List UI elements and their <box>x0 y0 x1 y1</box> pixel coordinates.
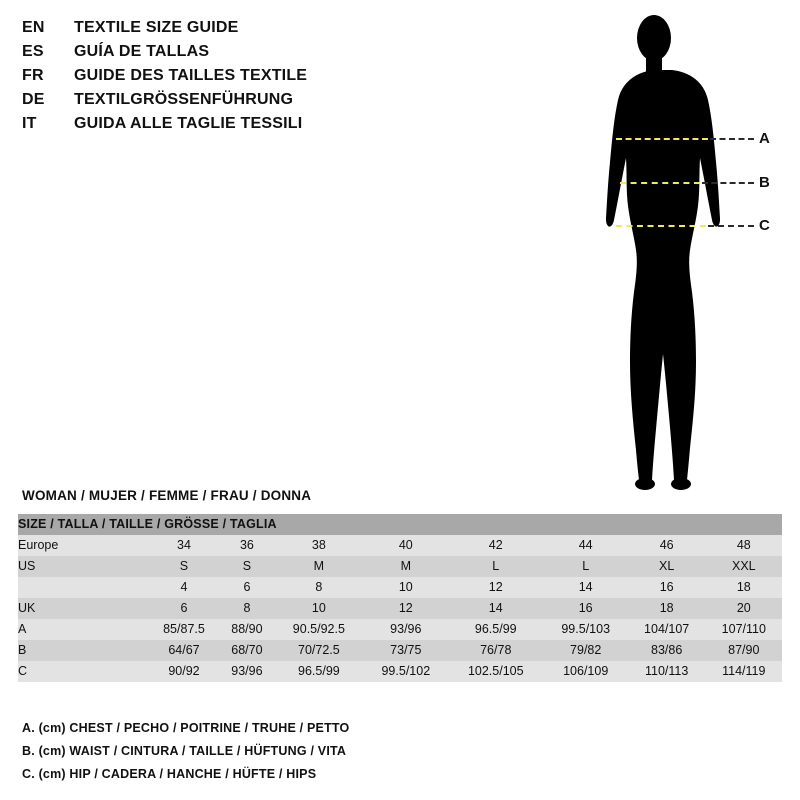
language-code-es: ES <box>22 43 44 60</box>
cell: 110/113 <box>628 661 706 682</box>
legend <box>22 717 622 786</box>
cell: 6 <box>220 577 274 598</box>
cell: L <box>544 556 628 577</box>
cell: 93/96 <box>220 661 274 682</box>
cell: 42 <box>448 535 544 556</box>
cell: 38 <box>274 535 364 556</box>
cell: 85/87.5 <box>148 619 220 640</box>
title-row-en <box>22 16 452 40</box>
cell: M <box>274 556 364 577</box>
cell: 6 <box>148 598 220 619</box>
cell: 96.5/99 <box>448 619 544 640</box>
cell: 40 <box>364 535 448 556</box>
cell: 106/109 <box>544 661 628 682</box>
language-code-de: DE <box>22 91 45 108</box>
title-row-fr <box>22 64 452 88</box>
cell: 76/78 <box>448 640 544 661</box>
cell: 12 <box>448 577 544 598</box>
cell: 46 <box>628 535 706 556</box>
cell: 44 <box>544 535 628 556</box>
female-silhouette-figure <box>560 10 790 500</box>
cell: 48 <box>706 535 782 556</box>
cell: 8 <box>274 577 364 598</box>
cell: 64/67 <box>148 640 220 661</box>
cell: 73/75 <box>364 640 448 661</box>
cell: L <box>448 556 544 577</box>
section-heading-woman: WOMAN / MUJER / FEMME / FRAU / DONNA <box>22 488 312 503</box>
row-label-europe: Europe <box>18 535 148 556</box>
table-row <box>18 640 782 661</box>
legend-row-a: A. (cm) CHEST / PECHO / POITRINE / TRUHE / PETTO <box>22 721 350 735</box>
measure-line-b <box>620 182 700 184</box>
silhouette-icon <box>560 10 790 500</box>
cell: 99.5/103 <box>544 619 628 640</box>
measure-line-c <box>616 225 706 227</box>
cell: 96.5/99 <box>274 661 364 682</box>
row-label-b: B <box>18 640 148 661</box>
cell: 104/107 <box>628 619 706 640</box>
table-row <box>18 598 782 619</box>
cell: 12 <box>364 598 448 619</box>
cell: 79/82 <box>544 640 628 661</box>
measure-label-b: B <box>759 174 770 191</box>
cell: 107/110 <box>706 619 782 640</box>
cell: 14 <box>544 577 628 598</box>
cell: XXL <box>706 556 782 577</box>
language-code-fr: FR <box>22 67 44 84</box>
measure-line-a <box>616 138 708 140</box>
table-row <box>18 556 782 577</box>
cell: 18 <box>628 598 706 619</box>
cell: 88/90 <box>220 619 274 640</box>
cell: 102.5/105 <box>448 661 544 682</box>
cell: 90/92 <box>148 661 220 682</box>
language-code-it: IT <box>22 115 37 132</box>
table-row <box>18 661 782 682</box>
cell: 4 <box>148 577 220 598</box>
title-row-es <box>22 40 452 64</box>
cell: S <box>148 556 220 577</box>
row-label-us-numeric <box>18 577 148 598</box>
cell: S <box>220 556 274 577</box>
title-text-en: TEXTILE SIZE GUIDE <box>74 19 239 36</box>
row-label-a: A <box>18 619 148 640</box>
measure-tail-a <box>710 138 754 140</box>
cell: 70/72.5 <box>274 640 364 661</box>
cell: 93/96 <box>364 619 448 640</box>
title-row-it <box>22 112 452 136</box>
cell: 18 <box>706 577 782 598</box>
language-code-en: EN <box>22 19 45 36</box>
table-row <box>18 577 782 598</box>
table-header-label: SIZE / TALLA / TAILLE / GRÖSSE / TAGLIA <box>18 514 782 535</box>
row-label-c: C <box>18 661 148 682</box>
cell: 16 <box>628 577 706 598</box>
table-header-row <box>18 514 782 535</box>
cell: 83/86 <box>628 640 706 661</box>
title-text-de: TEXTILGRÖSSENFÜHRUNG <box>74 91 294 108</box>
title-block <box>22 16 452 136</box>
measure-tail-c <box>708 225 754 227</box>
cell: XL <box>628 556 706 577</box>
row-label-uk: UK <box>18 598 148 619</box>
size-table <box>18 514 782 682</box>
cell: 87/90 <box>706 640 782 661</box>
title-text-it: GUIDA ALLE TAGLIE TESSILI <box>74 115 303 132</box>
cell: 8 <box>220 598 274 619</box>
row-label-us: US <box>18 556 148 577</box>
cell: 16 <box>544 598 628 619</box>
cell: M <box>364 556 448 577</box>
table-row <box>18 619 782 640</box>
table-row <box>18 535 782 556</box>
measure-tail-b <box>702 182 754 184</box>
title-text-fr: GUIDE DES TAILLES TEXTILE <box>74 67 308 84</box>
cell: 10 <box>274 598 364 619</box>
measure-label-c: C <box>759 217 770 234</box>
cell: 99.5/102 <box>364 661 448 682</box>
cell: 68/70 <box>220 640 274 661</box>
measure-label-a: A <box>759 130 770 147</box>
cell: 14 <box>448 598 544 619</box>
cell: 34 <box>148 535 220 556</box>
title-row-de <box>22 88 452 112</box>
cell: 10 <box>364 577 448 598</box>
legend-row-c: C. (cm) HIP / CADERA / HANCHE / HÜFTE / HIPS <box>22 767 317 781</box>
cell: 20 <box>706 598 782 619</box>
title-text-es: GUÍA DE TALLAS <box>74 43 210 60</box>
cell: 90.5/92.5 <box>274 619 364 640</box>
legend-row-b: B. (cm) WAIST / CINTURA / TAILLE / HÜFTUNG / VITA <box>22 744 347 758</box>
cell: 114/119 <box>706 661 782 682</box>
cell: 36 <box>220 535 274 556</box>
